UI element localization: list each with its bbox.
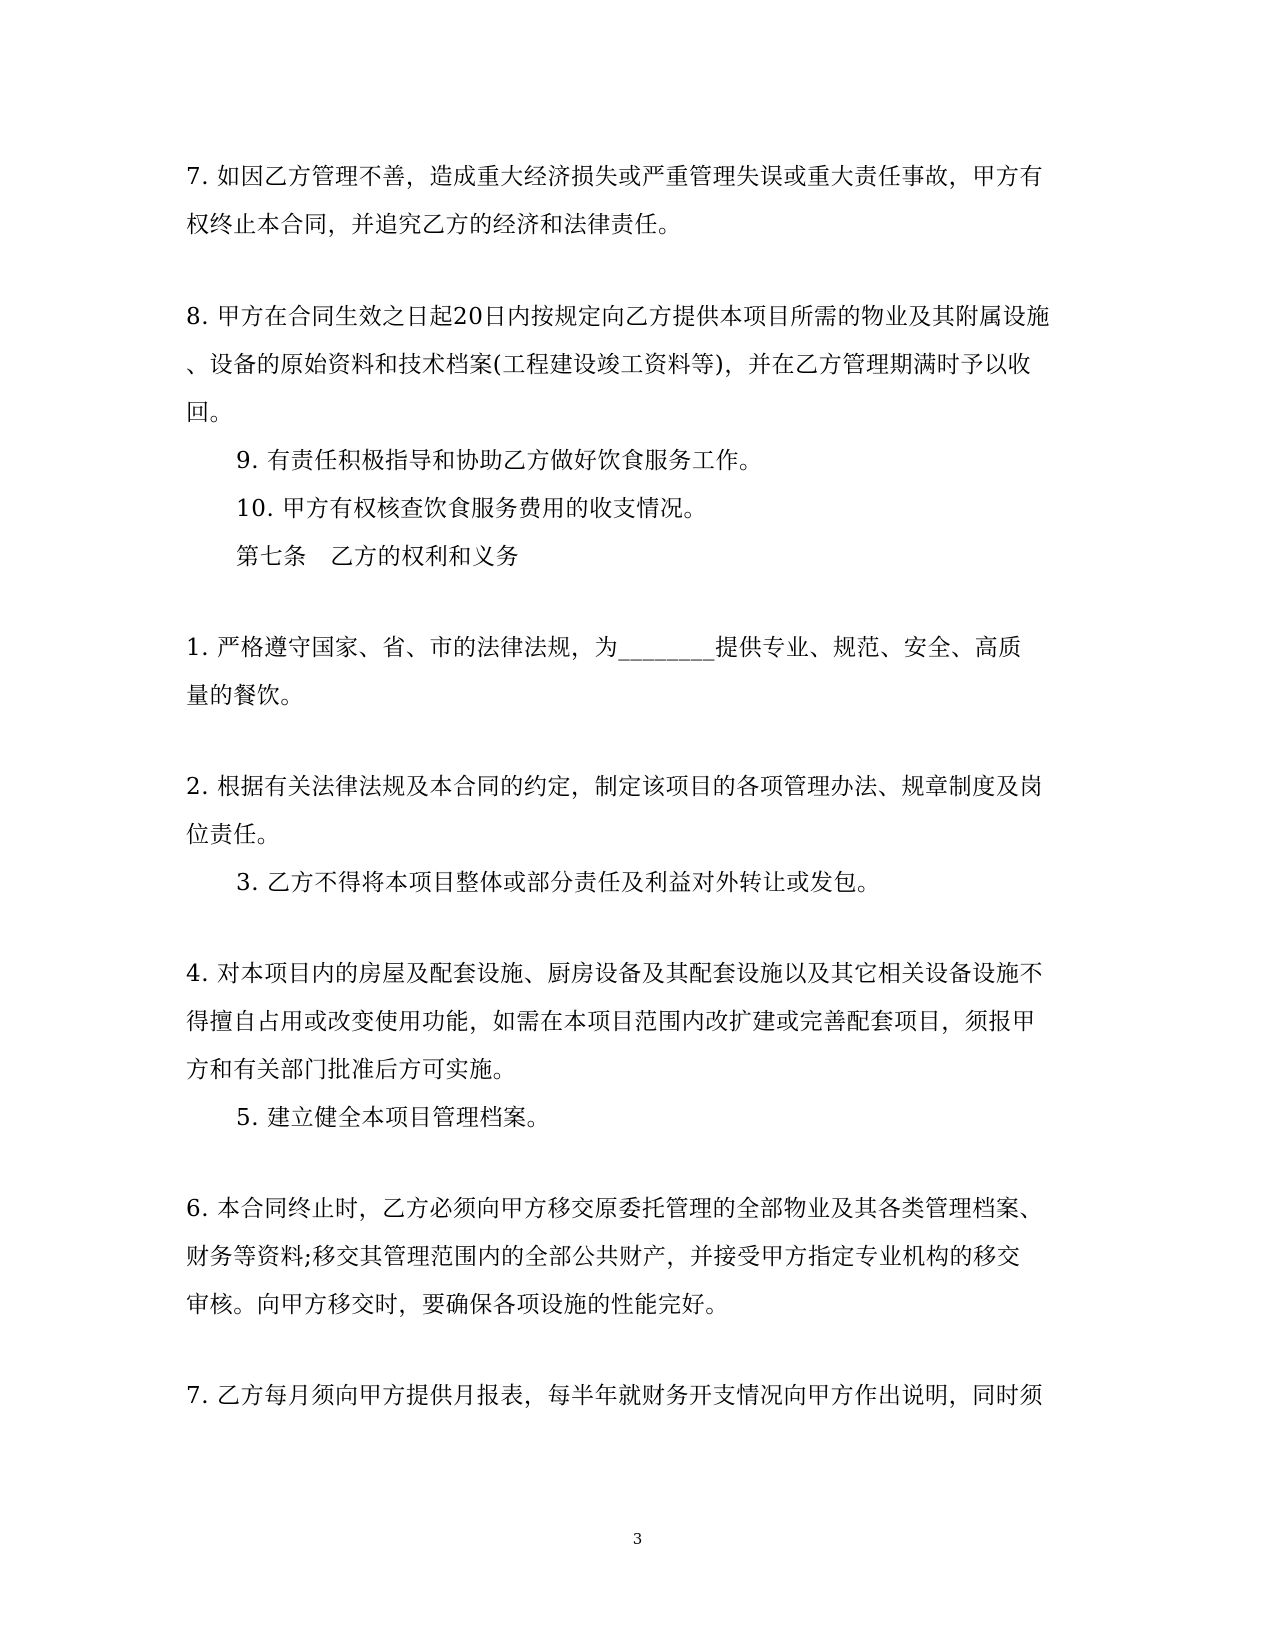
text-line: 财务等资料;移交其管理范围内的全部公共财产，并接受甲方指定专业机构的移交: [186, 1244, 1021, 1270]
text-line: 权终止本合同，并追究乙方的经济和法律责任。: [186, 212, 682, 238]
text-line: 审核。向甲方移交时，要确保各项设施的性能完好。: [186, 1292, 729, 1318]
text-line: 得擅自占用或改变使用功能，如需在本项目范围内改扩建或完善配套项目，须报甲: [186, 1009, 1036, 1035]
text-line: 7. 乙方每月须向甲方提供月报表，每半年就财务开支情况向甲方作出说明，同时须: [186, 1383, 1044, 1409]
text-line: 9. 有责任积极指导和协助乙方做好饮食服务工作。: [236, 448, 763, 474]
text-line: 8. 甲方在合同生效之日起20日内按规定向乙方提供本项目所需的物业及其附属设施: [186, 304, 1050, 330]
text-line: 方和有关部门批准后方可实施。: [186, 1057, 517, 1083]
text-line: 4. 对本项目内的房屋及配套设施、厨房设备及其配套设施以及其它相关设备设施不: [186, 961, 1044, 987]
text-line: 2. 根据有关法律法规及本合同的约定，制定该项目的各项管理办法、规章制度及岗: [186, 774, 1044, 800]
text-line: 1. 严格遵守国家、省、市的法律法规，为________提供专业、规范、安全、高质: [186, 635, 1022, 661]
section-heading: 第七条 乙方的权利和义务: [236, 544, 520, 570]
text-line: 6. 本合同终止时，乙方必须向甲方移交原委托管理的全部物业及其各类管理档案、: [186, 1196, 1044, 1222]
text-line: 3. 乙方不得将本项目整体或部分责任及利益对外转让或发包。: [236, 870, 881, 896]
text-line: 位责任。: [186, 822, 281, 848]
text-line: 7. 如因乙方管理不善，造成重大经济损失或严重管理失误或重大责任事故，甲方有: [186, 164, 1044, 190]
text-line: 、设备的原始资料和技术档案(工程建设竣工资料等)，并在乙方管理期满时予以收: [186, 352, 1032, 378]
text-line: 10. 甲方有权核查饮食服务费用的收支情况。: [236, 496, 708, 522]
text-line: 回。: [186, 400, 234, 426]
text-line: 5. 建立健全本项目管理档案。: [236, 1105, 551, 1131]
text-line: 量的餐饮。: [186, 683, 304, 709]
page-number: 3: [632, 1530, 643, 1548]
